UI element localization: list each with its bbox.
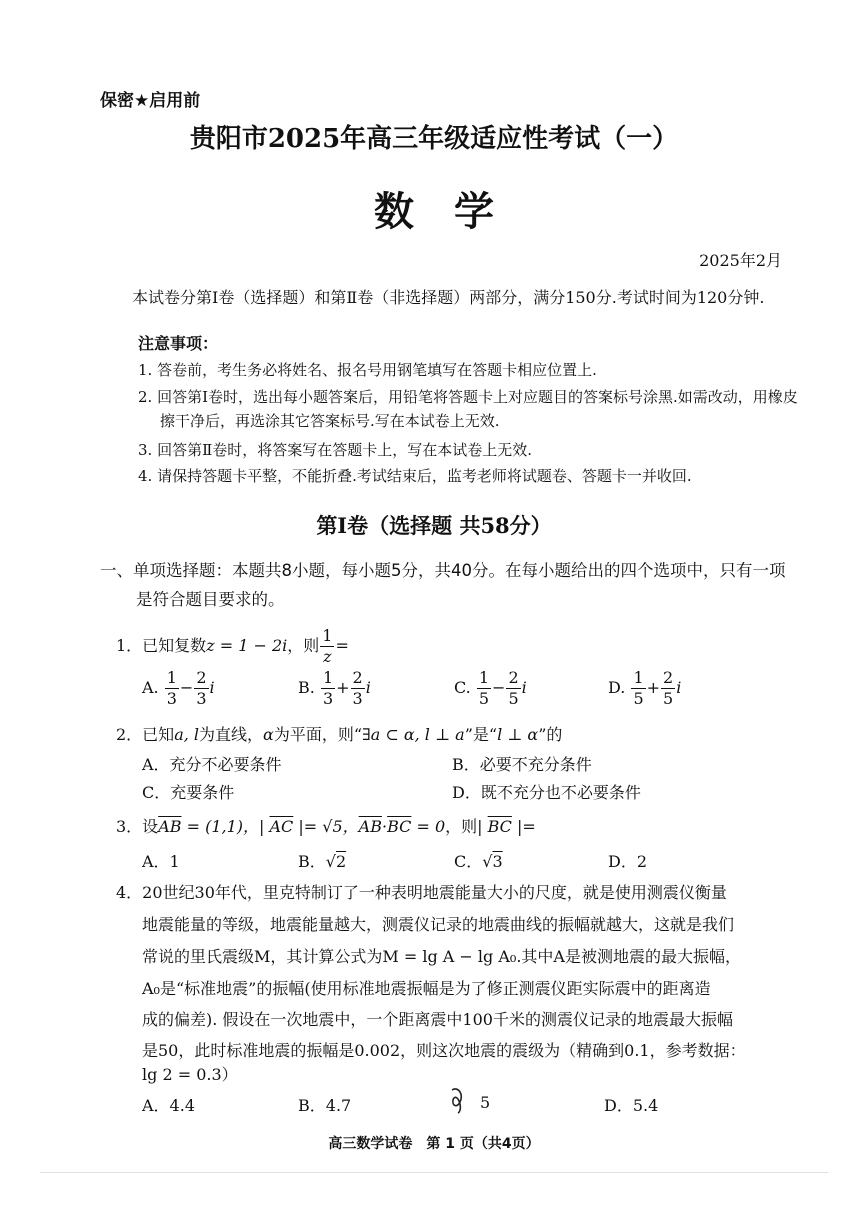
pen-mark-icon (448, 1086, 466, 1114)
q1-fraction: $\frac{1}{z}$ (322, 626, 333, 666)
bottom-divider (40, 1172, 828, 1173)
question-4-line: 常说的里氏震级M，其计算公式为M = lg A − lg A₀.其中A是被测地震的最大振幅， (142, 947, 741, 966)
exam-title: 贵阳市2025年高三年级适应性考试（一） (189, 124, 679, 154)
note-item: 1. 答卷前，考生务必将姓名、报名号用钢笔填写在答题卡相应位置上. (138, 361, 597, 379)
q3-option-c[interactable]: C．√3 (454, 852, 503, 871)
question-4-line: lg 2 = 0.3） (142, 1065, 238, 1084)
note-item: 3. 回答第Ⅱ卷时，将答案写在答题卡上，写在本试卷上无效. (138, 441, 533, 459)
q2-option-b[interactable]: B．必要不充分条件 (452, 755, 592, 774)
q4-option-c[interactable]: 5 (480, 1093, 491, 1112)
question-2-stem: 2．已知a, l为直线，α为平面，则“∃a ⊂ α, l ⊥ a”是“l ⊥ α”的 (116, 725, 563, 744)
note-item: 4. 请保持答题卡平整，不能折叠.考试结束后，监考老师将试题卷、答题卡一并收回. (138, 467, 692, 485)
question-4-line: 4．20世纪30年代，里克特制订了一种表明地震能量大小的尺度，就是使用测震仪衡量 (116, 883, 727, 902)
q3-option-a[interactable]: A．1 (142, 852, 180, 871)
q2-option-c[interactable]: C．充要条件 (142, 783, 235, 802)
q4-option-a[interactable]: A．4.4 (142, 1096, 196, 1115)
q3-option-d[interactable]: D．2 (608, 852, 648, 871)
q1-option-b[interactable]: B. $\frac{1}{3}$ + $\frac{2}{3}$ i (298, 668, 371, 708)
section-title: 第Ⅰ卷（选择题 共58分） (316, 513, 552, 538)
part-one-instructions: 一、单项选择题：本题共8小题，每小题5分，共40分。在每小题给出的四个选项中，只有一项是符合题目要求的。 (100, 561, 786, 609)
q2-option-a[interactable]: A．充分不必要条件 (142, 755, 282, 774)
q4-option-b[interactable]: B．4.7 (298, 1096, 352, 1115)
q3-option-b[interactable]: B．√2 (298, 852, 347, 871)
question-4-line: 成的偏差). 假设在一次地震中，一个距离震中100千米的测震仪记录的地震最大振幅 (142, 1010, 733, 1029)
subject-title: 数学 (374, 188, 534, 235)
question-4-line: A₀是“标准地震”的振幅(使用标准地震振幅是为了修正测震仪距实际震中的距离造 (142, 979, 711, 998)
question-4-line: 是50，此时标准地震的振幅是0.002，则这次地震的震级为（精确到0.1，参考数据： (142, 1041, 746, 1060)
q1-formula: z = 1 − 2i (206, 636, 288, 655)
question-1-stem: 1．已知复数z = 1 − 2i，则 $\frac{1}{z}$ = (116, 626, 349, 666)
q1-option-c[interactable]: C. $\frac{1}{5}$ − $\frac{2}{5}$ i (454, 668, 527, 708)
q1-option-a[interactable]: A. $\frac{1}{3}$ − $\frac{2}{3}$ i (142, 668, 215, 708)
question-3-stem: 3．设$\overline{AB} = (1,1)$，| $\overline{AC}$ |= √5，$\overline{AB}\cdot\overline{BC} = 0$，则| $\overline{BC}$ |= (116, 817, 536, 836)
q2-option-d[interactable]: D．既不充分也不必要条件 (452, 783, 641, 802)
note-item: 2. 回答第Ⅰ卷时，选出每小题答案后，用铅笔将答题卡上对应题目的答案标号涂黑.如需改动，用橡皮擦干净后，再选涂其它答案标号.写在本试卷上无效. (138, 388, 798, 430)
intro-paragraph: 本试卷分第Ⅰ卷（选择题）和第Ⅱ卷（非选择题）两部分，满分150分.考试时间为120分钟. (132, 288, 765, 307)
confidential-label: 保密★启用前 (100, 91, 201, 111)
question-4-line: 地震能量的等级，地震能量越大，测震仪记录的地震曲线的振幅就越大，这就是我们 (142, 915, 735, 934)
page-footer: 高三数学试卷 第 1 页（共4页） (328, 1136, 540, 1152)
notes-heading: 注意事项： (138, 334, 219, 353)
q1-option-d[interactable]: D. $\frac{1}{5}$ + $\frac{2}{5}$ i (608, 668, 682, 708)
exam-date: 2025年2月 (699, 251, 782, 270)
q4-option-d[interactable]: D．5.4 (604, 1096, 659, 1115)
